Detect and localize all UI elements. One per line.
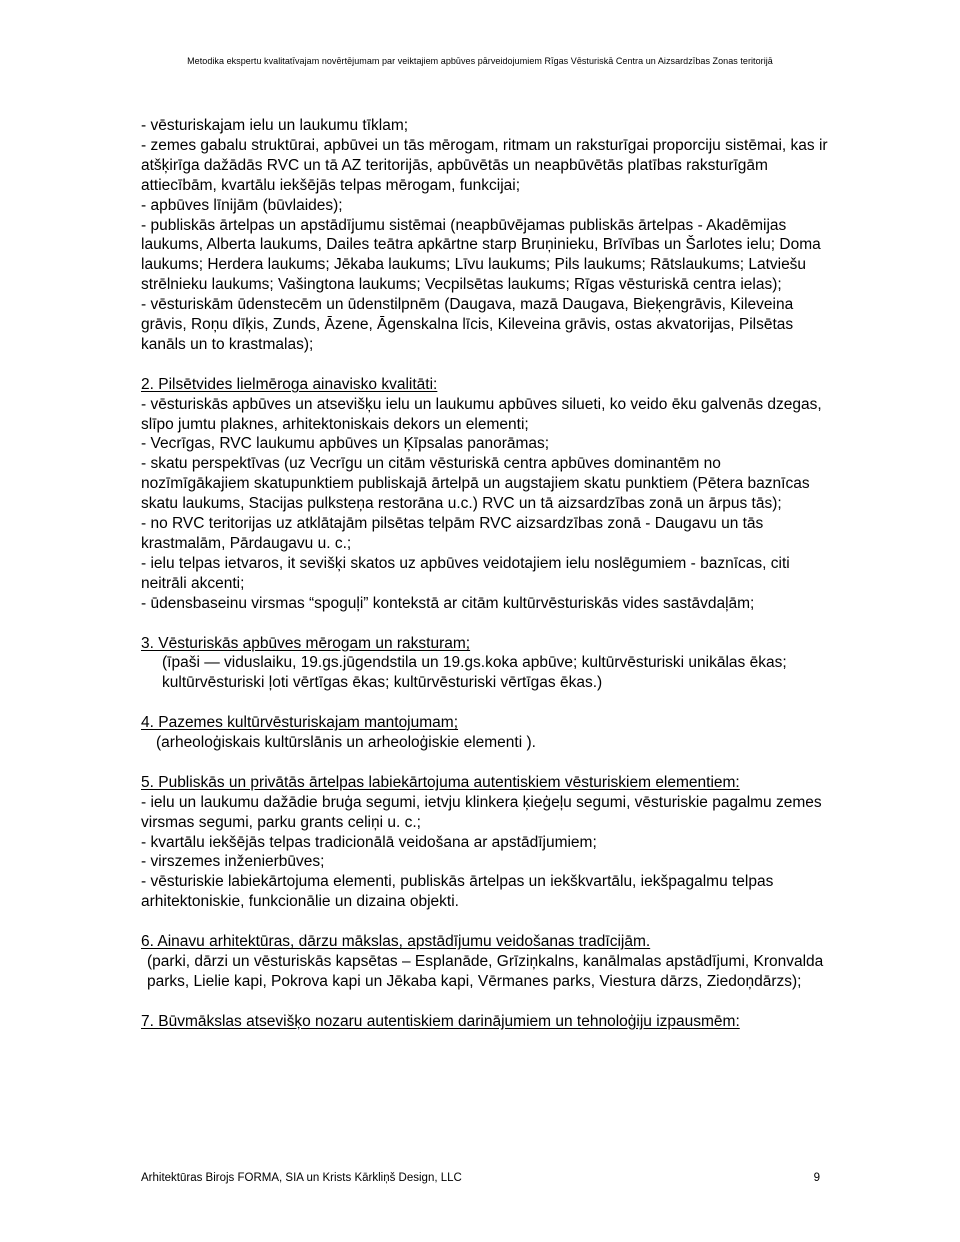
list-item: - ielu un laukumu dažādie bruģa segumi, ietvju klinkera ķieģeļu segumi, vēsturiskie pagalmu zemes virsmas segumi, parku grants celiņi u. c.; (141, 793, 822, 831)
section-heading-5: 5. Publiskās un privātās ārtelpas labiekārtojuma autentiskiem vēsturiskiem elementiem: (141, 773, 740, 791)
section-heading-7: 7. Būvmākslas atsevišķo nozaru autentiskiem darinājumiem un tehnoloģiju izpausmēm: (141, 1012, 740, 1030)
spacer (141, 912, 829, 932)
list-item: - publiskās ārtelpas un apstādījumu sistēmai (neapbūvējamas publiskās ārtelpas - Akadēmijas laukums, Alberta laukums, Dailes teātra apkārtne starp Bruņinieku, Brīvības un Šarlotes ielu; Doma laukums; Herdera laukums; Jēkaba laukums; Līvu laukums; Pils laukums; Rātslaukums; Latviešu strēlnieku laukums; Vašingtona laukums; Vecpilsētas laukums; Rīgas vēsturiskā centra ielas); (141, 216, 821, 294)
spacer (141, 355, 829, 375)
section-note-6: (parki, dārzi un vēsturiskās kapsētas – Esplanāde, Grīziņkalns, kanālmalas apstādījumi, Kronvalda parks, Lielie kapi, Pokrova kapi un Jēkaba kapi, Vērmanes parks, Viestura dārzs, Ziedoņdārzs); (147, 952, 824, 990)
list-item: - Vecrīgas, RVC laukumu apbūves un Ķīpsalas panorāmas; (141, 435, 550, 453)
spacer (141, 693, 829, 713)
section-note-4: (arheoloģiskais kultūrslānis un arheoloģiskie elementi ). (156, 734, 536, 752)
footer-company: Arhitektūras Birojs FORMA, SIA un Krists Kārkliņš Design, LLC (141, 1172, 462, 1184)
document-body (141, 116, 829, 1032)
page-footer (141, 1172, 820, 1184)
list-item: - vēsturiskajam ielu un laukumu tīklam; (141, 117, 409, 134)
section-heading-4: 4. Pazemes kultūrvēsturiskajam mantojumam; (141, 714, 459, 732)
section-note-3: (īpaši — viduslaiku, 19.gs.jūgendstila un 19.gs.koka apbūve; kultūrvēsturiski unikālas ēkas; kultūrvēsturiski ļoti vērtīgas ēkas; kultūrvēsturiski vērtīgas ēkas.) (162, 654, 787, 692)
list-item: - vēsturiskās apbūves un atsevišķu ielu un laukumu apbūves silueti, ko veido ēku galvenās dzegas, slīpo jumtu plaknes, arhitektoniskais dekors un elementi; (141, 395, 822, 433)
section-heading-3: 3. Vēsturiskās apbūves mērogam un raksturam; (141, 634, 471, 652)
list-item: - virszemes inženierbūves; (141, 853, 325, 871)
list-item: - apbūves līnijām (būvlaides); (141, 196, 343, 214)
list-item: - skatu perspektīvas (uz Vecrīgu un citām vēsturiskā centra apbūves dominantēm no nozīmīgākajiem skatupunktiem publiskajā ārtelpā un augstajiem skatu punktiem (Pētera baznīcas skatu laukums, Stacijas pulksteņa restorāna u.c.) RVC un tā aizsardzības zonā un ārpus tās); (141, 455, 810, 513)
spacer (141, 992, 829, 1012)
list-item: - no RVC teritorijas uz atklātajām pilsētas telpām RVC aizsardzības zonā - Daugavu un tās krastmalām, Pārdaugavu u. c.; (141, 515, 764, 553)
list-item: - ielu telpas ietvaros, it sevišķi skatos uz apbūves veidotajiem ielu noslēgumiem - baznīcas, citi neitrāli akcenti; (141, 554, 790, 592)
list-item: - ūdensbaseinu virsmas “spoguļi” kontekstā ar citām kultūrvēsturiskās vides sastāvdaļām; (141, 594, 755, 612)
list-item: - zemes gabalu struktūrai, apbūvei un tās mērogam, ritmam un raksturīgai proporciju sistēmai, kas ir atšķirīga dažādās RVC un tā AZ teritorijās, apbūvētās un neapbūvētās platības raksturīgām attiecībām, kvartālu iekšējās telpas mērogam, funkcijai; (141, 136, 828, 194)
list-item: - kvartālu iekšējās telpas tradicionālā veidošana ar apstādījumiem; (141, 833, 597, 851)
spacer (141, 614, 829, 634)
list-item: - vēsturiskie labiekārtojuma elementi, publiskās ārtelpas un iekškvartālu, iekšpagalmu telpas arhitektoniskie, funkcionālie un dizaina objekti. (141, 873, 774, 911)
spacer (141, 753, 829, 773)
page-number: 9 (813, 1172, 820, 1184)
section-heading-2: 2. Pilsētvides lielmēroga ainavisko kvalitāti: (141, 375, 438, 393)
page-header: Metodika ekspertu kvalitatīvajam novērtējumam par veiktajiem apbūves pārveidojumiem Rīgas Vēsturiskā Centra un Aizsardzības Zonas teritorijā (187, 56, 773, 66)
list-item: - vēsturiskām ūdenstecēm un ūdenstilpnēm (Daugava, mazā Daugava, Bieķengrāvis, Kileveina grāvis, Roņu dīķis, Zunds, Āzene, Āgenskalna līcis, Kileveina grāvis, ostas akvatorijas, Pilsētas kanāls un to krastmalas); (141, 296, 794, 353)
section-heading-6: 6. Ainavu arhitektūras, dārzu mākslas, apstādījumu veidošanas tradīcijām. (141, 933, 651, 951)
